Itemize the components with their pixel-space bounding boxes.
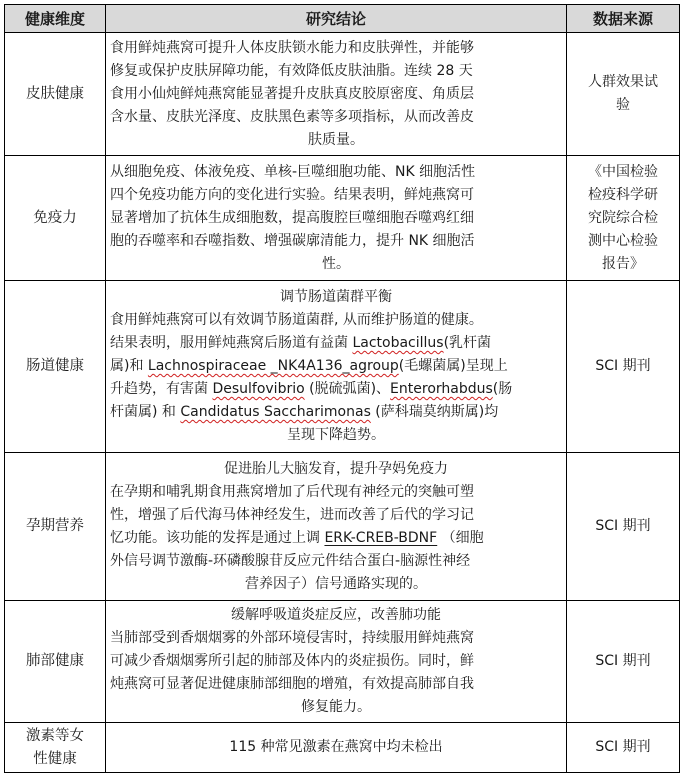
- conclusion-cell: [106, 281, 567, 453]
- source-line: 报告》: [602, 255, 644, 272]
- table-row: [5, 281, 680, 453]
- dimension-cell: 免疫力: [5, 156, 106, 281]
- header-row: [5, 5, 680, 33]
- table-row: [5, 601, 680, 723]
- conclusion-line: [110, 355, 562, 378]
- dimension-cell: [5, 723, 106, 773]
- bacteria-name: Lachnospiraceae _NK4A136_agroup: [147, 358, 399, 374]
- table-row: [5, 723, 680, 773]
- conclusion-line: [110, 378, 562, 401]
- conclusion-line: 含水量、皮肤光泽度、皮肤黑色素等多项指标，从而改善皮: [110, 108, 474, 125]
- conclusion-line: 在孕期和哺乳期食用燕窝增加了后代现有神经元的突触可塑: [110, 483, 474, 500]
- conclusion-cell: [106, 156, 567, 281]
- source-line: 《中国检验: [588, 163, 658, 180]
- text-fragment: 结果表明，服用鲜炖燕窝后肠道有益菌: [110, 335, 353, 351]
- conclusion-line: 性，增强了后代海马体神经发生，进而改善了后代的学习记: [110, 506, 474, 523]
- conclusion-line: 性。: [322, 255, 350, 272]
- conclusion-line: 115 种常见激素在燕窝中均未检出: [229, 739, 443, 755]
- conclusion-line: 当肺部受到香烟烟雾的外部环境侵害时，持续服用鲜炖燕窝: [110, 630, 474, 646]
- conclusion-line: 炖燕窝可显著促进健康肺部细胞的增殖，有效提高肺部自我: [110, 676, 474, 692]
- text-fragment: 升趋势，有害菌: [110, 381, 213, 397]
- research-table: [4, 4, 680, 773]
- source-line: SCI 期刊: [595, 653, 651, 669]
- bacteria-name: Enterorhabdus: [390, 381, 493, 397]
- dimension-cell: 孕期营养: [5, 453, 106, 601]
- bacteria-name: Candidatus Saccharimonas: [180, 404, 371, 420]
- conclusion-line: 营养因子）信号通路实现的。: [245, 575, 427, 592]
- bacteria-name: Lactobacillus: [352, 335, 444, 351]
- conclusion-line: 肤质量。: [308, 131, 364, 148]
- conclusion-line: 从细胞免疫、体液免疫、单核-巨噬细胞功能、NK 细胞活性: [110, 163, 476, 180]
- conclusion-line: 胞的吞噬率和吞噬指数、增强碳廓清能力，提升 NK 细胞活: [110, 232, 475, 249]
- conclusion-line: 显著增加了抗体生成细胞数，提高腹腔巨噬细胞吞噬鸡红细: [110, 209, 474, 226]
- text-fragment: 属)和: [110, 358, 148, 374]
- conclusion-line: 呈现下降趋势。: [287, 427, 385, 443]
- conclusion-line: [110, 527, 562, 550]
- conclusion-line: 四个免疫功能方向的变化进行实验。结果表明，鲜炖燕窝可: [110, 186, 474, 203]
- source-line: 究院综合检: [588, 209, 658, 226]
- dimension-cell: 皮肤健康: [5, 33, 106, 156]
- conclusion-line: 外信号调节激酶-环磷酸腺苷反应元件结合蛋白-脑源性神经: [110, 552, 471, 569]
- bacteria-name: Desulfovibrio: [212, 381, 305, 397]
- table-row: [5, 33, 680, 156]
- dimension-cell: 肠道健康: [5, 281, 106, 453]
- conclusion-subtitle: 缓解呼吸道炎症反应，改善肺功能: [231, 607, 441, 623]
- conclusion-line: 食用鲜炖燕窝可以有效调节肠道菌群, 从而维护肠道的健康。: [110, 312, 483, 328]
- conclusion-cell: [106, 723, 567, 773]
- source-line: 测中心检验: [588, 232, 658, 249]
- conclusion-line: 食用小仙炖鲜炖燕窝能显著提升皮肤真皮胶原密度、角质层: [110, 85, 474, 102]
- source-line: SCI 期刊: [595, 518, 651, 534]
- text-fragment: (乳杆菌: [443, 335, 492, 351]
- source-line: SCI 期刊: [595, 739, 651, 755]
- source-cell: [567, 33, 680, 156]
- header-conclusion: 研究结论: [106, 5, 567, 33]
- source-cell: [567, 281, 680, 453]
- text-fragment: (毛螺菌属)呈现上: [398, 358, 508, 374]
- conclusion-subtitle: 调节肠道菌群平衡: [280, 289, 392, 305]
- dimension-cell: 肺部健康: [5, 601, 106, 723]
- dimension-line: 性健康: [33, 750, 77, 767]
- text-fragment: （细胞: [437, 529, 484, 546]
- header-dimension: 健康维度: [5, 5, 106, 33]
- conclusion-line: 可减少香烟烟雾所引起的肺部及体内的炎症损伤。同时，鲜: [110, 653, 474, 669]
- conclusion-cell: [106, 33, 567, 156]
- text-fragment: (肠: [492, 381, 513, 397]
- conclusion-line: 修复能力。: [301, 699, 371, 715]
- source-line: 人群效果试: [588, 74, 658, 90]
- header-source: 数据来源: [567, 5, 680, 33]
- conclusion-line: 食用鲜炖燕窝可提升人体皮肤锁水能力和皮肤弹性，并能够: [110, 39, 474, 56]
- source-line: 检疫科学研: [588, 186, 658, 203]
- conclusion-line: [110, 332, 562, 355]
- source-cell: [567, 156, 680, 281]
- source-cell: [567, 723, 680, 773]
- conclusion-line: [110, 401, 562, 424]
- text-fragment: 忆功能。该功能的发挥是通过上调: [110, 529, 325, 546]
- source-line: 验: [616, 97, 630, 113]
- conclusion-cell: [106, 601, 567, 723]
- source-line: SCI 期刊: [595, 358, 651, 374]
- table-row: [5, 453, 680, 601]
- conclusion-line: 修复或保护皮肤屏障功能，有效降低皮肤油脂。连续 28 天: [110, 62, 473, 79]
- dimension-line: 激素等女: [26, 727, 84, 744]
- conclusion-subtitle: 促进胎儿大脑发育，提升孕妈免疫力: [224, 460, 448, 477]
- source-cell: [567, 453, 680, 601]
- source-cell: [567, 601, 680, 723]
- text-fragment: 杆菌属) 和: [110, 404, 181, 420]
- text-fragment: (萨科瑞莫纳斯属)均: [370, 404, 499, 420]
- table-row: [5, 156, 680, 281]
- text-fragment: (脱硫弧菌)、: [304, 381, 391, 397]
- conclusion-cell: [106, 453, 567, 601]
- pathway-name: ERK-CREB-BDNF: [324, 529, 438, 546]
